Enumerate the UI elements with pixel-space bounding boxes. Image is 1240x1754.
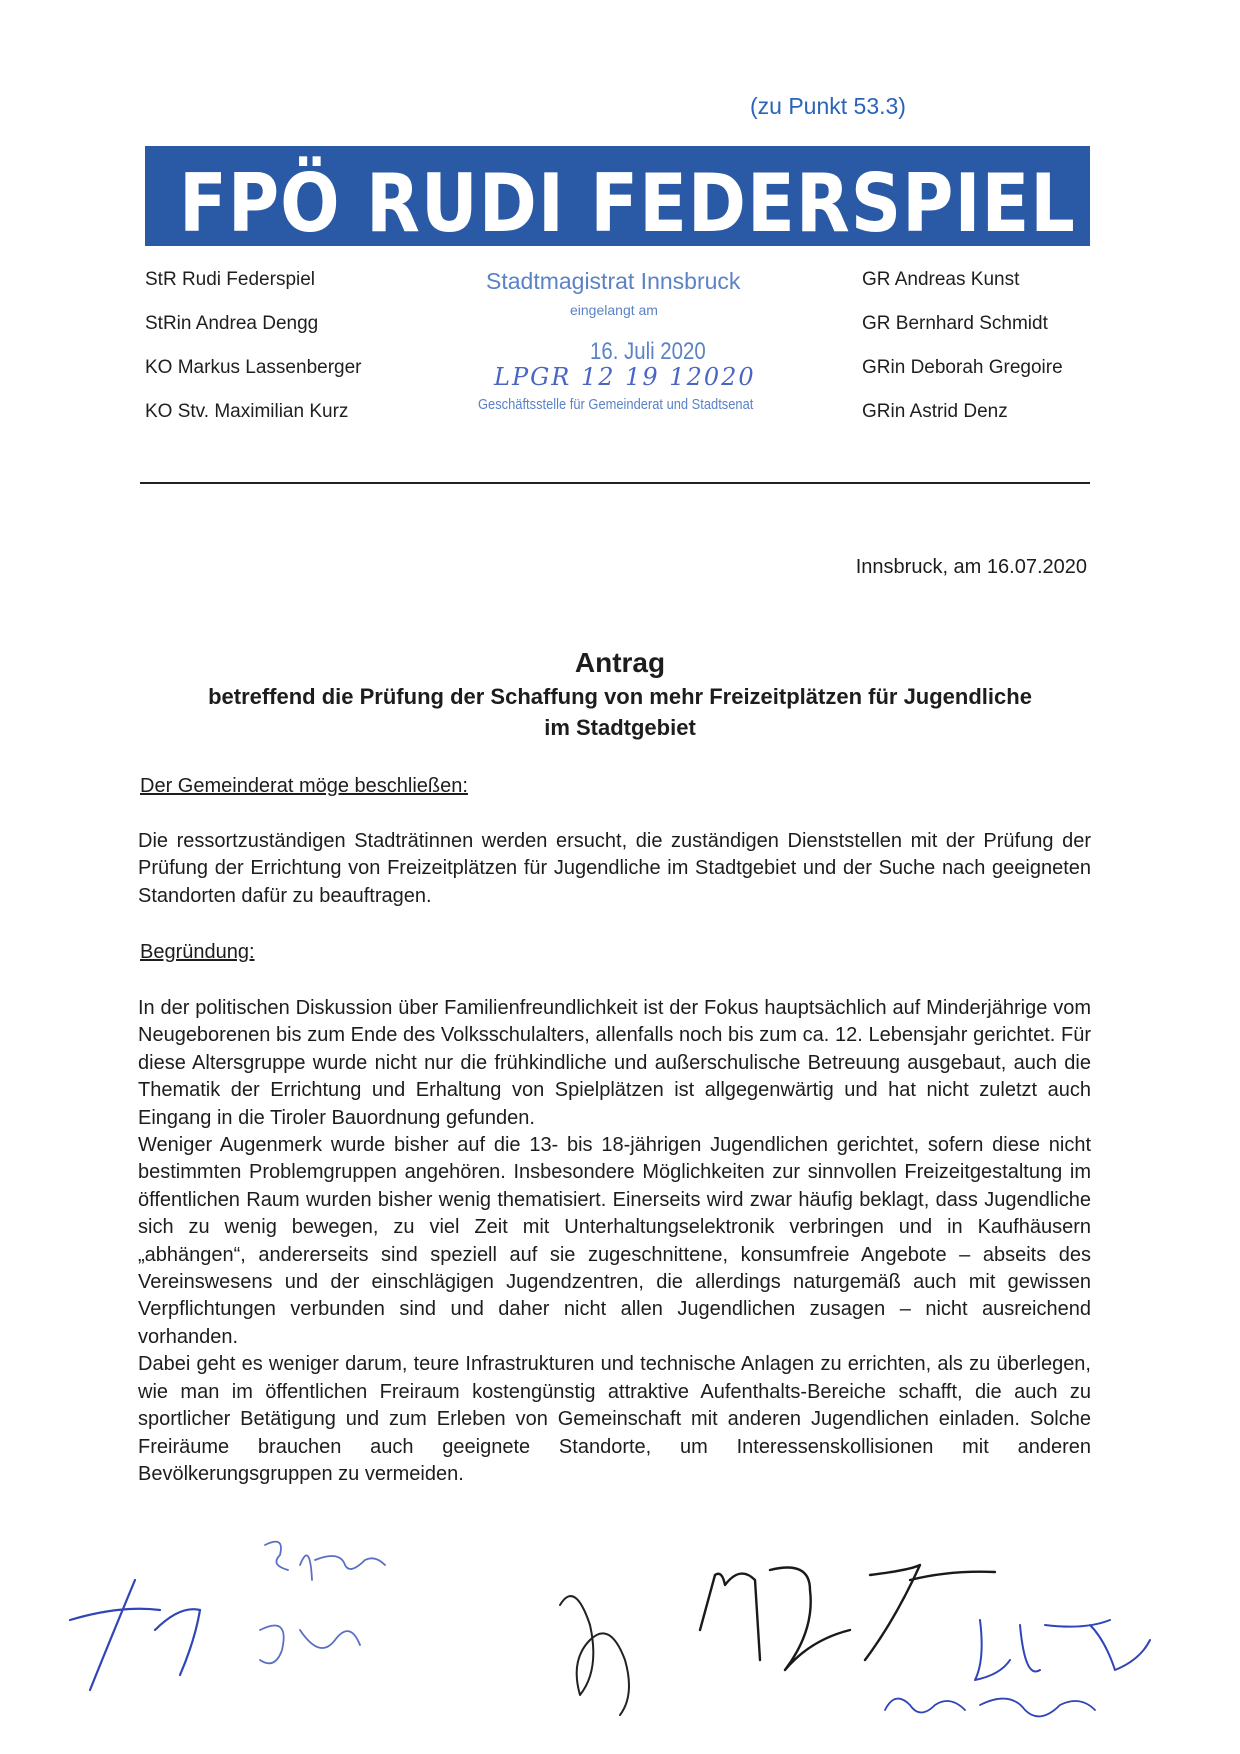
stamp-footer: Geschäftsstelle für Gemeinderat und Stadtsenat (478, 396, 754, 413)
reason-heading: Begründung: (140, 941, 255, 963)
signature-3 (560, 1596, 629, 1715)
members-left (145, 258, 362, 434)
place-date: Innsbruck, am 16.07.2020 (855, 556, 1087, 578)
member-name: GR Bernhard Schmidt (862, 313, 1048, 334)
stamp-title: Stadtmagistrat Innsbruck (486, 268, 741, 294)
stamp-reference: LPGR 12 19 12020 (494, 363, 756, 391)
reason-paragraph: Dabei geht es weniger darum, teure Infrastrukturen und technische Anlagen zu errichten, als zu überlegen, wie man im öffentlichen Freiraum kostengünstig attraktive Aufenthalts-Bereiche schafft, die auch zu sportlicher Betätigung und zum Erleben von Gemeinschaft mit anderen Jugendlichen einladen. Solche Freiräume brauchen auch geeignete Standorte, um Interessenskollisionen mit anderen Bevölkerungsgruppen zu vermeiden. (138, 1353, 1091, 1485)
member-name: KO Markus Lassenberger (145, 357, 362, 378)
document-title: Antrag (574, 647, 666, 678)
subtitle-line: im Stadtgebiet (544, 715, 696, 740)
motion-heading: Der Gemeinderat möge beschließen: (140, 775, 468, 797)
member-name: GR Andreas Kunst (862, 269, 1020, 290)
member-name: StRin Andrea Dengg (145, 313, 319, 334)
reference-note: (zu Punkt 53.3) (750, 93, 906, 119)
members-right (862, 258, 1063, 434)
motion-text: Die ressortzuständigen Stadträtinnen werden ersucht, die zuständigen Dienststellen mit der Prüfung der Prüfung der Errichtung von Freizeitplätzen für Jugendliche im Stadtgebiet und der Suche nach geeigneten Standorten dafür zu beauftragen. (138, 830, 1091, 907)
banner-title: FPÖ RUDI FEDERSPIEL (179, 156, 1076, 246)
reason-paragraph: Weniger Augenmerk wurde bisher auf die 13- bis 18-jährigen Jugendlichen gerichtet, sofern diese nicht bestimmten Problemgruppen angehören. Insbesondere Möglichkeiten zur sinnvollen Freizeitgestaltung im öffentlichen Raum wurden bisher wenig thematisiert. Einerseits wird zwar häufig beklagt, dass Jugendliche sich zu wenig bewegen, zu viel Zeit mit Unterhaltungselektronik verbringen und in Kaufhäusern „abhängen“, andererseits sind speziell auf sie zugeschnittene, konsumfreie Angebote – abseits des Vereinswesens und der einschlägigen Jugendzentren, die allerdings naturgemäß auch mit gewissen Verpflichtungen verbunden sind und daher nicht allen Jugendlichen zusagen – nicht ausreichend vorhanden. (138, 1134, 1091, 1348)
stamp-subtitle: eingelangt am (570, 302, 658, 318)
header-divider (140, 482, 1090, 484)
subtitle-line: betreffend die Prüfung der Schaffung von mehr Freizeitplätzen für Jugendliche (208, 684, 1032, 709)
signature-2 (260, 1542, 385, 1664)
member-name: GRin Deborah Gregoire (862, 357, 1063, 378)
member-name: GRin Astrid Denz (862, 401, 1008, 422)
reason-body (138, 995, 1091, 1488)
signature-5 (975, 1620, 1150, 1680)
signatures (50, 1510, 1190, 1740)
signature-4 (700, 1565, 995, 1670)
signature-1 (70, 1580, 200, 1690)
document-subtitle (0, 681, 1240, 743)
reason-paragraph: In der politischen Diskussion über Familienfreundlichkeit ist der Fokus hauptsächlich auf Minderjährige vom Neugeborenen bis zum Ende des Volksschulalters, allenfalls noch bis zum ca. 12. Lebensjahr gerichtet. Für diese Altersgruppe wurde nicht nur die frühkindliche und außerschulische Betreuung ausgebaut, auch die Thematik der Errichtung und Erhaltung von Spielplätzen ist allgegenwärtig und hat nicht zuletzt auch Eingang in die Tiroler Bauordnung gefunden. (138, 997, 1091, 1129)
signature-6 (885, 1699, 1095, 1717)
party-banner (145, 146, 1090, 246)
stamp-date: 16. Juli 2020 (590, 338, 706, 365)
received-stamp (470, 268, 770, 428)
member-name: StR Rudi Federspiel (145, 269, 316, 290)
member-name: KO Stv. Maximilian Kurz (145, 401, 349, 422)
